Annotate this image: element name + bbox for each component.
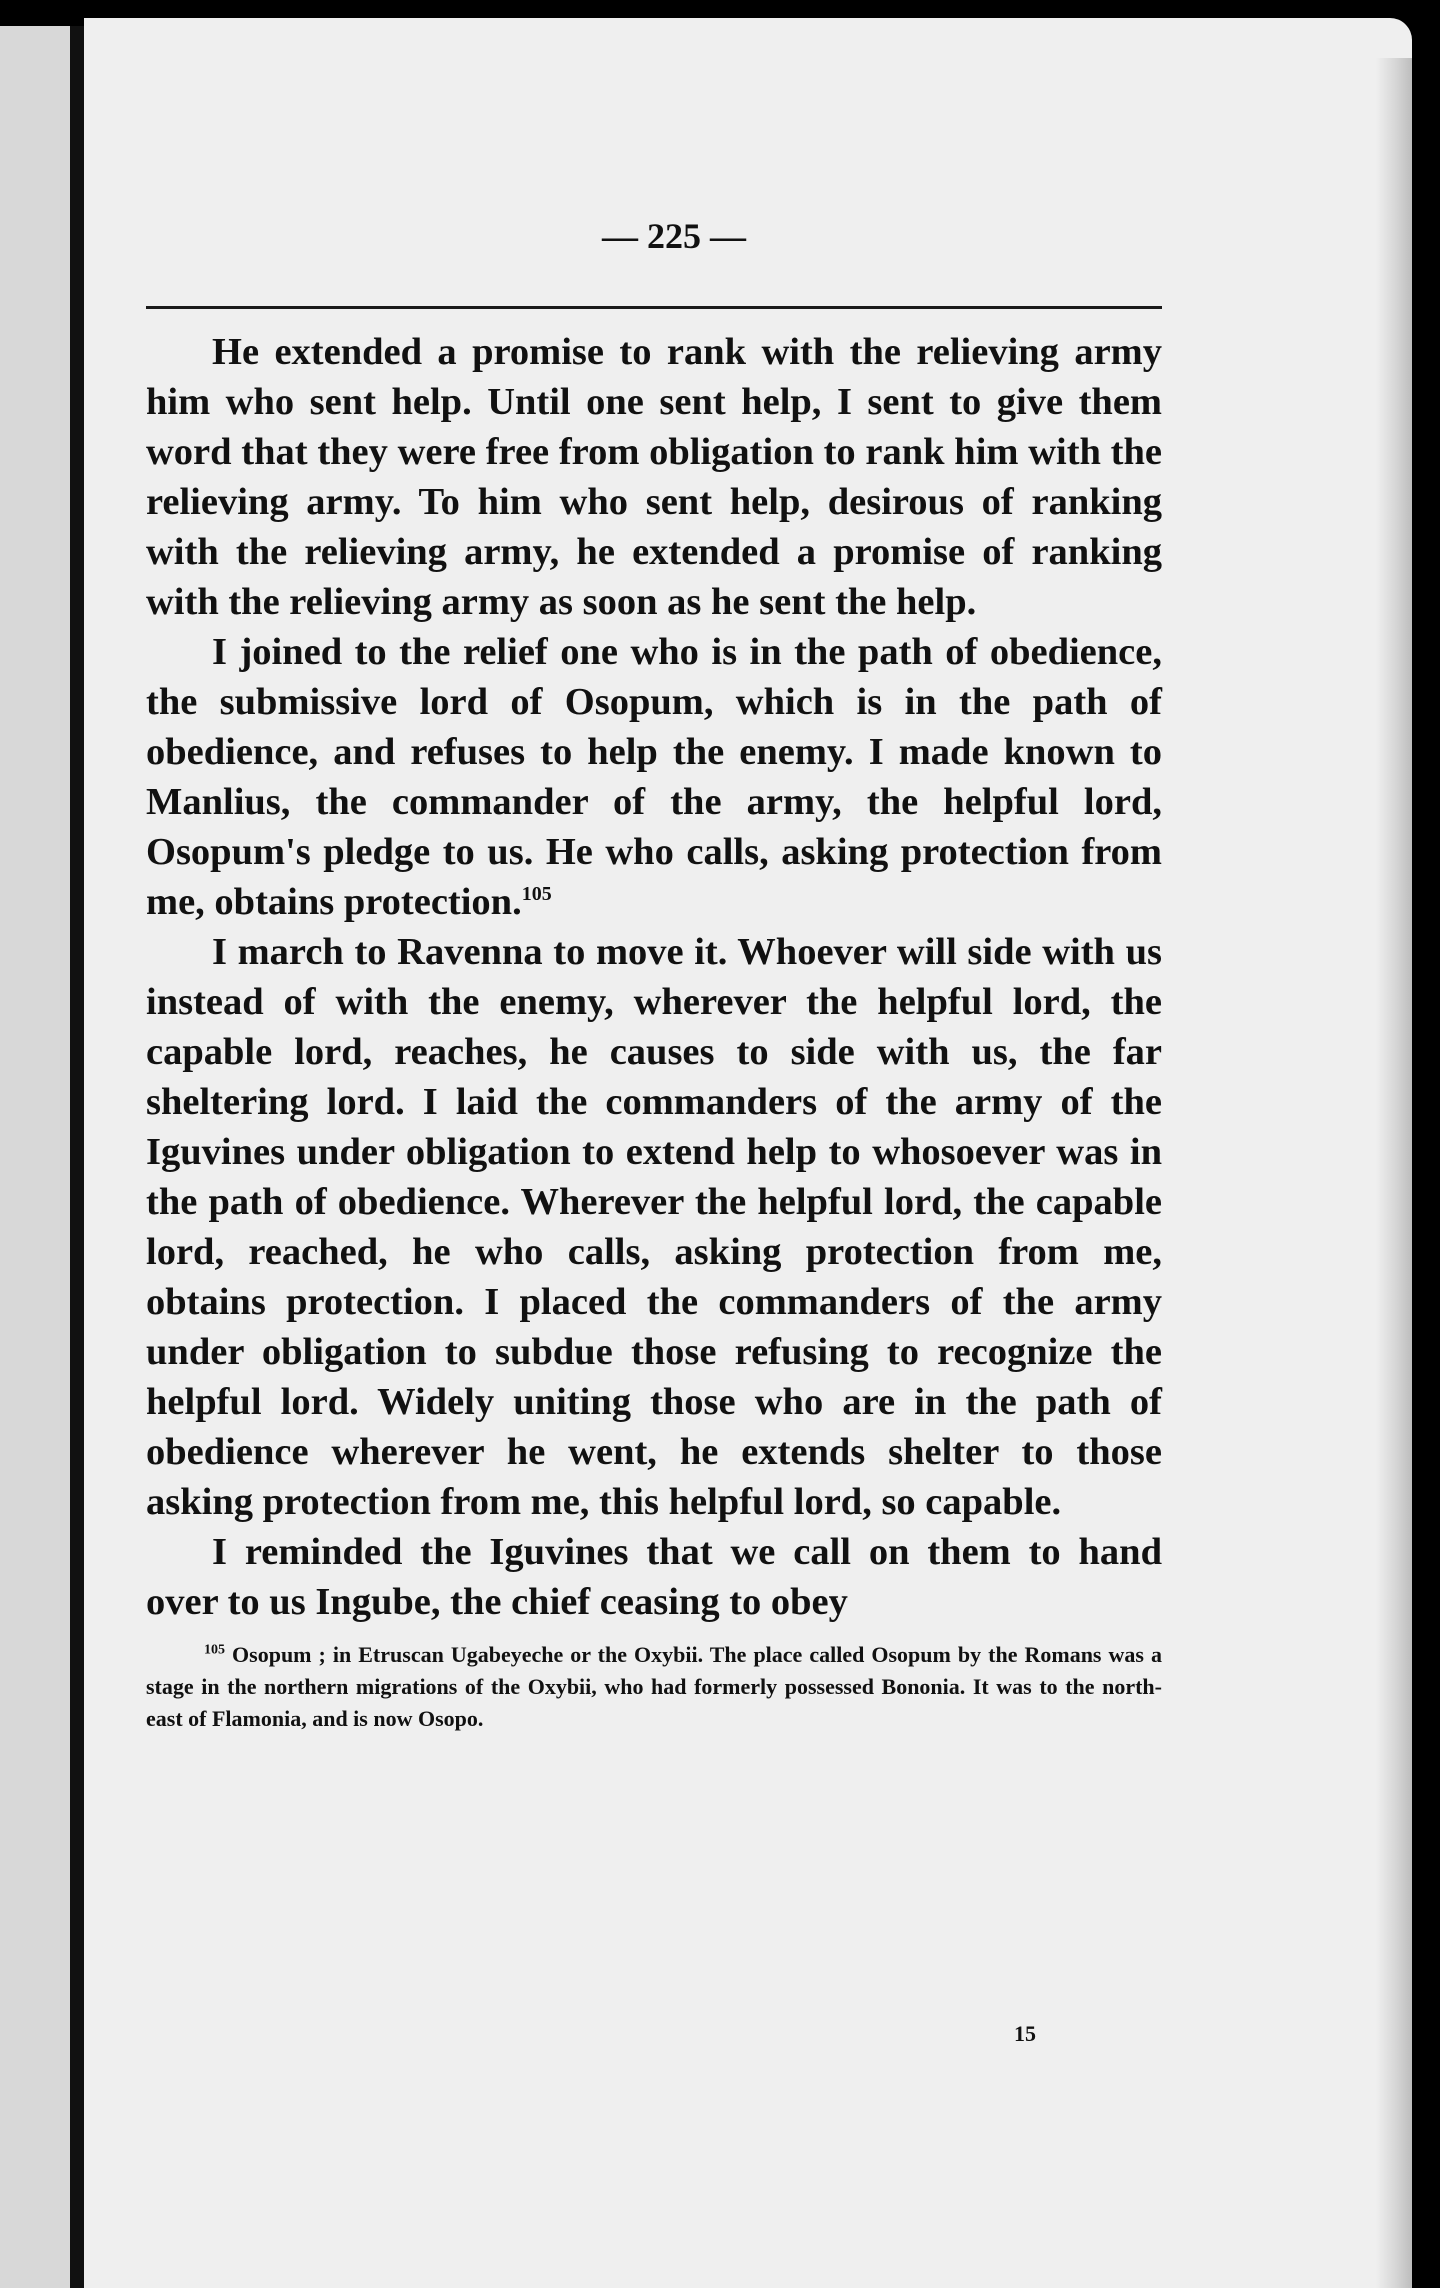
footnote-reference[interactable]: 105 (521, 883, 552, 906)
paragraph-text: I reminded the Iguvines that we call on them to hand over to us Ingube, the chief ceasing to obey (146, 1531, 1162, 1623)
paragraph-text: He extended a promise to rank with the relieving army him who sent help. Until one sent help, I sent to give them word that they were free from obligation to rank him with the relieving army. To him who sent help, desirous of ranking with the relieving army, he extended a promise of ranking with the relieving army as soon as he sent the help. (146, 331, 1162, 623)
header-rule (146, 306, 1162, 309)
paragraph-text: I joined to the relief one who is in the path of obedience, the submissive lord of Osopum, which is in the path of obedience, and refuses to help the enemy. I made known to Manlius, the commander of the army, the helpful lord, Osopum's pledge to us. He who calls, asking protection from me, obtains protection. (146, 631, 1162, 923)
gutter-shadow (70, 26, 84, 2288)
page-number-header: — 225 — (602, 216, 746, 256)
signature-mark: 15 (1014, 2021, 1036, 2046)
footnote-text: Osopum ; in Etruscan Ugabeyeche or the Oxybii. The place called Osopum by the Romans was a stage in the northern migrations of the Oxybii, who had formerly possessed Bononia. It was to the north-east of Flamonia, and is now Osopo. (146, 1642, 1162, 1731)
facing-page-edge (0, 26, 70, 2288)
paragraph-text: I march to Ravenna to move it. Whoever will side with us instead of with the enemy, wherever the helpful lord, the capable lord, reaches, he causes to side with us, the far sheltering lord. I laid the commanders of the army of the Iguvines under obligation to extend help to whosoever was in the path of obedience. Wherever the helpful lord, the capable lord, reached, he who calls, asking protection from me, obtains protection. I placed the commanders of the army under obligation to subdue those refusing to recognize the helpful lord. Widely uniting those who are in the path of obedience wherever he went, he extends shelter to those asking protection from me, this helpful lord, so capable. (146, 931, 1162, 1523)
footnote-number: 105 (204, 1642, 225, 1658)
page-text-block (146, 210, 1162, 1735)
body-text (146, 327, 1162, 1627)
footnote-block (146, 1639, 1162, 1735)
paragraph-2 (146, 627, 1162, 927)
paragraph-3 (146, 927, 1162, 1527)
paragraph-4 (146, 1527, 1162, 1627)
page-curl-shadow (1376, 58, 1412, 2288)
paragraph-1 (146, 327, 1162, 627)
